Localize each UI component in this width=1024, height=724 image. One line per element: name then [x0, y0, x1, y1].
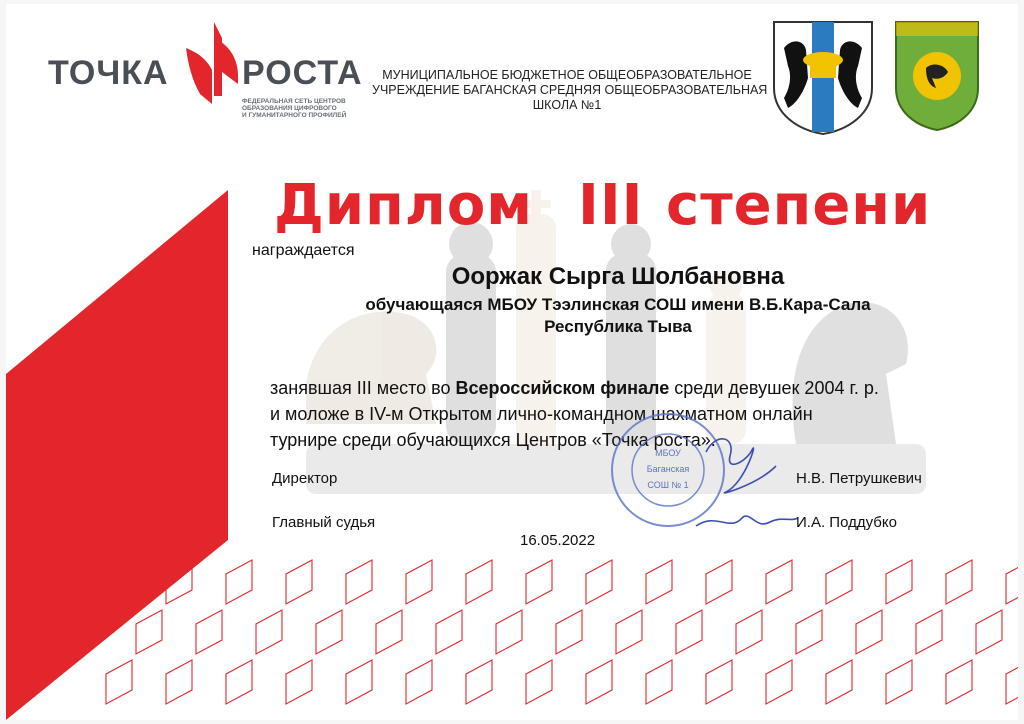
pattern-stroke: [796, 610, 822, 654]
pattern-stroke: [466, 660, 492, 704]
logo-word-right: РОСТА: [242, 54, 363, 92]
bagan-crest-icon: [892, 18, 982, 132]
pattern-stroke: [196, 610, 222, 654]
pattern-stroke: [226, 660, 252, 704]
novosibirsk-crest-icon: [770, 18, 876, 136]
achievement-highlight: Всероссийском финале: [455, 378, 670, 398]
pattern-stroke: [706, 660, 732, 704]
logo-sprout-icon: [178, 14, 244, 110]
logo-subtitle: [242, 98, 372, 119]
pattern-stroke: [736, 610, 762, 654]
pattern-stroke: [346, 560, 372, 604]
director-name: Н.В. Петрушкевич: [796, 470, 922, 487]
stamp-line: СОШ № 1: [647, 480, 689, 490]
pattern-stroke: [556, 610, 582, 654]
pattern-stroke: [376, 610, 402, 654]
pattern-stroke: [1006, 660, 1018, 704]
pattern-stroke: [526, 560, 552, 604]
pattern-stroke: [166, 660, 192, 704]
pattern-stroke: [946, 660, 972, 704]
logo-word-left: ТОЧКА: [48, 54, 169, 92]
issue-date: 16.05.2022: [520, 532, 596, 549]
pattern-stroke: [346, 660, 372, 704]
pattern-stroke: [886, 560, 912, 604]
handwritten-signatures: [686, 422, 806, 552]
recipient-affiliation: обучающаяся МБОУ Тээлинская СОШ имени В.Б.Кара-Сала: [365, 295, 871, 314]
pattern-stroke: [946, 560, 972, 604]
red-band: [6, 190, 228, 720]
pattern-stroke: [646, 560, 672, 604]
judge-name: И.А. Поддубко: [796, 514, 897, 531]
recipient-name: Ооржак Сырга Шолбановна: [451, 263, 785, 290]
pattern-stroke: [856, 610, 882, 654]
pattern-stroke: [1006, 560, 1018, 604]
pattern-stroke: [766, 560, 792, 604]
director-label: Директор: [272, 470, 338, 487]
pattern-stroke: [286, 660, 312, 704]
pattern-stroke: [226, 560, 252, 604]
pattern-stroke: [526, 660, 552, 704]
pattern-stroke: [286, 560, 312, 604]
achievement-line-3: турнире среди обучающихся Центров «Точка роста».: [270, 430, 716, 450]
pattern-stroke: [646, 660, 672, 704]
stamp-line: Баганская: [646, 464, 690, 474]
title-stepeni: степени: [666, 173, 932, 238]
school-name-line: МУНИЦИПАЛЬНОЕ БЮДЖЕТНОЕ ОБЩЕОБРАЗОВАТЕЛЬНОЕ: [382, 68, 752, 82]
pattern-stroke: [826, 660, 852, 704]
school-name-line: УЧРЕЖДЕНИЕ БАГАНСКАЯ СРЕДНЯЯ ОБЩЕОБРАЗОВАТЕЛЬНАЯ: [372, 83, 768, 97]
pattern-stroke: [886, 660, 912, 704]
school-name-line: ШКОЛА №1: [532, 98, 602, 112]
bottom-pattern: [106, 560, 1018, 704]
pattern-stroke: [706, 560, 732, 604]
judge-label: Главный судья: [272, 514, 376, 531]
pattern-stroke: [766, 660, 792, 704]
title-diploma: Диплом: [274, 173, 534, 238]
pattern-stroke: [976, 610, 1002, 654]
pattern-stroke: [496, 610, 522, 654]
awarded-label: награждается: [252, 242, 355, 259]
pattern-stroke: [826, 560, 852, 604]
achievement-line-1: [270, 376, 879, 400]
stamp-line: МБОУ: [655, 448, 681, 458]
pattern-stroke: [256, 610, 282, 654]
pattern-stroke: [436, 610, 462, 654]
pattern-stroke: [106, 660, 132, 704]
pattern-stroke: [616, 610, 642, 654]
pattern-stroke: [316, 610, 342, 654]
pattern-stroke: [916, 610, 942, 654]
pattern-stroke: [136, 610, 162, 654]
pattern-stroke: [586, 660, 612, 704]
logo-subtitle-line: ФЕДЕРАЛЬНАЯ СЕТЬ ЦЕНТРОВ: [242, 98, 346, 105]
logo-subtitle-line: И ГУМАНИТАРНОГО ПРОФИЛЕЙ: [242, 112, 347, 119]
pattern-stroke: [586, 560, 612, 604]
logo-subtitle-line: ОБРАЗОВАНИЯ ЦИФРОВОГО: [242, 105, 337, 112]
pattern-stroke: [406, 660, 432, 704]
achievement-line-2: и моложе в IV-м Открытом лично-командном шахматном онлайн: [270, 404, 813, 424]
pattern-stroke: [466, 560, 492, 604]
pattern-stroke: [406, 560, 432, 604]
recipient-region: Республика Тыва: [544, 317, 692, 336]
diploma-sheet: [6, 4, 1018, 720]
title-degree: III: [578, 173, 644, 238]
achievement-text: среди девушек 2004 г. р.: [669, 378, 879, 398]
school-name: [372, 68, 768, 113]
achievement-text: занявшая III место во: [270, 378, 456, 398]
pattern-stroke: [676, 610, 702, 654]
